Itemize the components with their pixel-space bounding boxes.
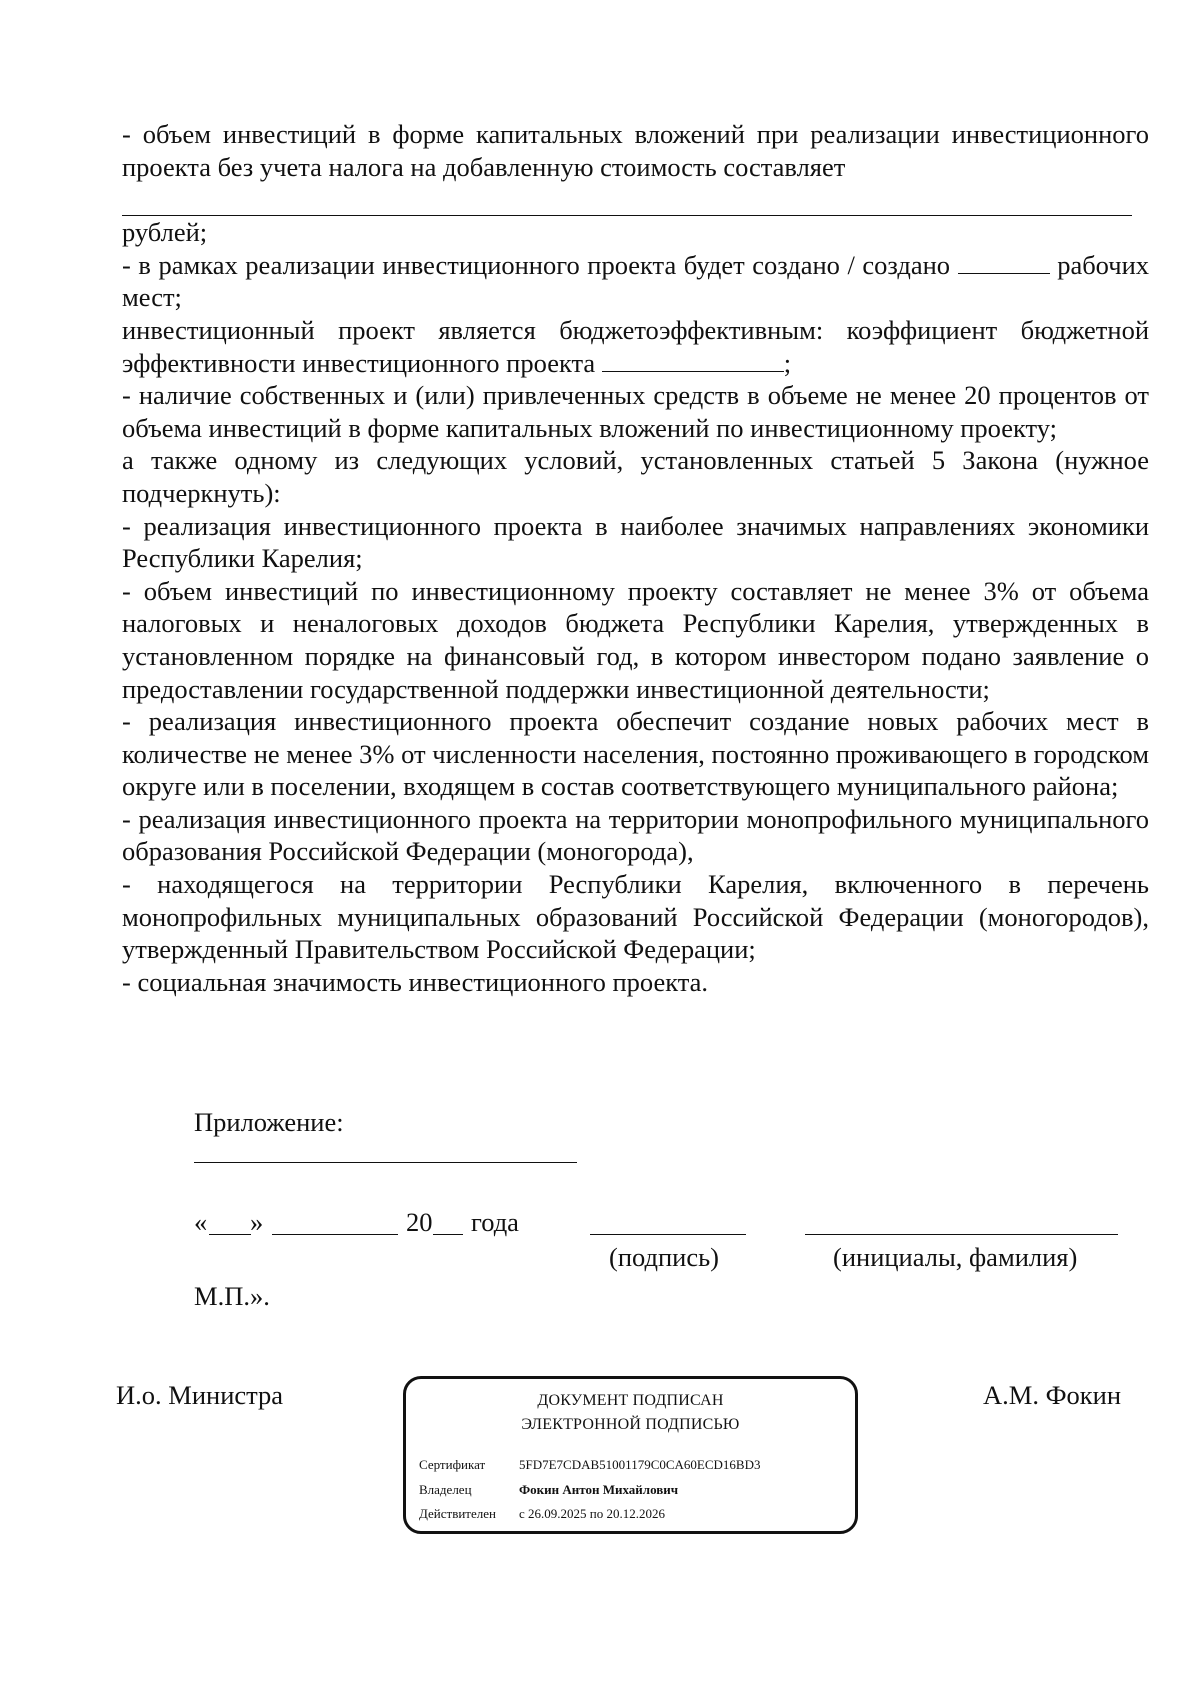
seal-mark: М.П.». — [194, 1281, 270, 1311]
paragraph-budget-efficiency: инвестиционный проект является бюджетоэффективным: коэффициент бюджетной эффективности инвестиционного проекта ; — [122, 314, 1149, 378]
stamp-owner-row — [419, 1481, 678, 1499]
day-blank — [209, 1234, 251, 1235]
paragraph-jobs: - в рамках реализации инвестиционного проекта будет создано / создано рабочих мест; — [122, 249, 1150, 313]
validity-value: с 26.09.2025 по 20.12.2026 — [519, 1506, 665, 1521]
jobs-count-blank — [958, 251, 1050, 274]
year-prefix: 20 — [406, 1207, 433, 1237]
paragraph-rubles: рублей; — [122, 217, 208, 248]
stamp-certificate-row — [419, 1456, 760, 1474]
year-suffix: года — [471, 1207, 519, 1237]
paragraph-condition-economy: - реализация инвестиционного проекта в наиболее значимых направлениях экономики Республики Карелия; — [122, 510, 1149, 574]
electronic-signature-stamp — [403, 1376, 858, 1534]
owner-label: Владелец — [419, 1482, 472, 1497]
paragraph-condition-monotown: - реализация инвестиционного проекта на территории монопрофильного муниципального образования Российской Федерации (моногорода), — [122, 803, 1149, 867]
signature-blank — [590, 1234, 746, 1235]
document-body — [122, 118, 1149, 998]
owner-value: Фокин Антон Михайлович — [519, 1482, 679, 1497]
year-blank — [433, 1234, 463, 1235]
paragraph-investment-volume: - объем инвестиций в форме капитальных вложений при реализации инвестиционного проекта без учета налога на добавленную стоимость составляет — [122, 119, 1149, 182]
validity-label: Действителен — [419, 1506, 496, 1521]
paragraph-condition-karelia-monotown: - находящегося на территории Республики Карелия, включенного в перечень монопрофильных муниципальных образований Российской Федерации (моногородов), утвержденный Правительством Российской Федерации; — [122, 869, 1149, 965]
month-blank — [272, 1234, 398, 1235]
date-open-quote: « — [194, 1207, 208, 1237]
stamp-validity-row — [419, 1505, 665, 1523]
name-blank — [805, 1234, 1118, 1235]
investment-amount-blank — [122, 183, 1132, 216]
paragraph-own-funds: - наличие собственных и (или) привлеченных средств в объеме не менее 20 процентов от объема инвестиций в форме капитальных вложений по инвестиционному проекту; — [122, 380, 1149, 443]
stamp-title-line1: ДОКУМЕНТ ПОДПИСАН — [537, 1392, 724, 1409]
name-caption: (инициалы, фамилия) — [833, 1242, 1078, 1272]
efficiency-coefficient-blank — [602, 349, 784, 372]
stamp-title-line2: ЭЛЕКТРОННОЙ ПОДПИСЬЮ — [521, 1416, 740, 1433]
paragraph-condition-revenue: - объем инвестиций по инвестиционному проекту составляет не менее 3% от объема налоговых и неналоговых доходов бюджета Республики Карелия, утвержденных в установленном порядке на финансовый год, в котором инвестором подано заявление о предоставлении государственной поддержки инвестиционной деятельности; — [122, 575, 1149, 704]
appendix-blank — [194, 1162, 577, 1163]
signer-position: И.о. Министра — [116, 1380, 284, 1410]
certificate-value: 5FD7E7CDAB51001179C0CA60ECD16BD3 — [519, 1457, 761, 1472]
paragraph-conditions-intro: а также одному из следующих условий, установленных статьей 5 Закона (нужное подчеркнуть): — [122, 445, 1149, 508]
signer-name: А.М. Фокин — [983, 1380, 1121, 1410]
date-close-quote: » — [250, 1207, 264, 1237]
paragraph-condition-new-jobs: - реализация инвестиционного проекта обеспечит создание новых рабочих мест в количестве не менее 3% от численности населения, постоянно проживающего в городском округе или в поселении, входящем в состав соответствующего муниципального района; — [122, 706, 1149, 802]
paragraph-condition-social: - социальная значимость инвестиционного проекта. — [122, 966, 709, 997]
signature-caption: (подпись) — [609, 1242, 720, 1272]
certificate-label: Сертификат — [419, 1457, 486, 1472]
appendix-label: Приложение: — [194, 1107, 344, 1137]
